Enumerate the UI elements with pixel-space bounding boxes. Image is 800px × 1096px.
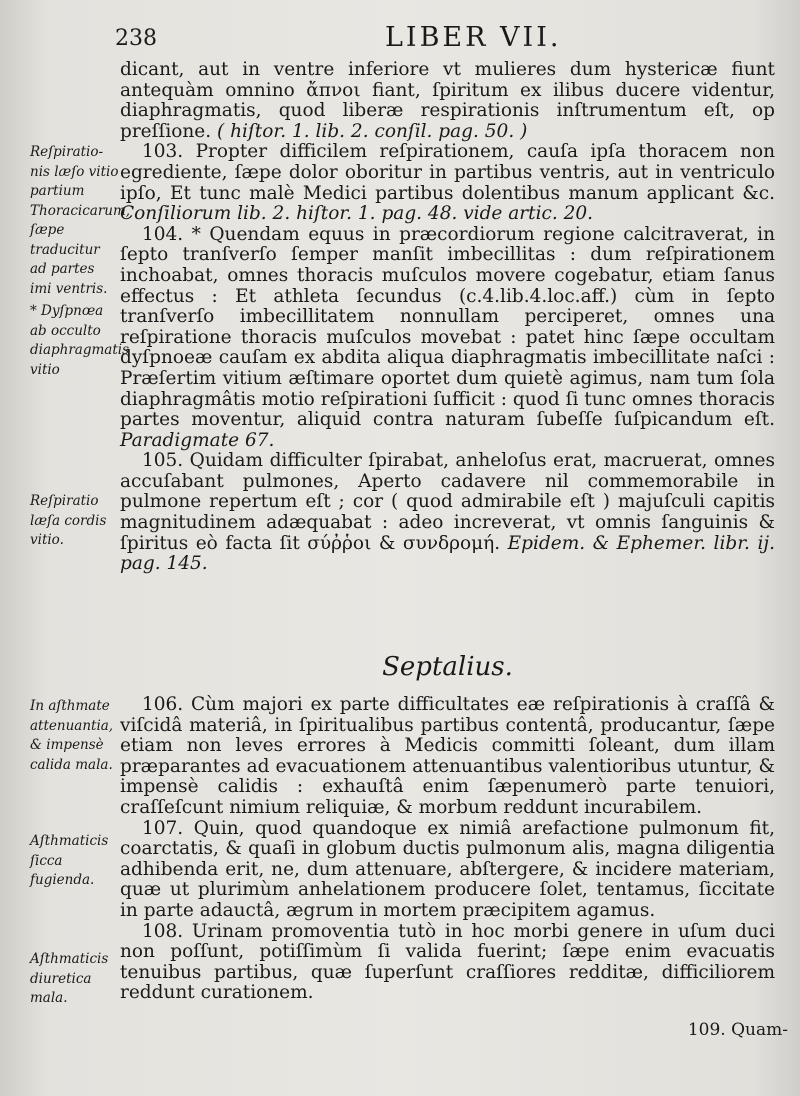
intro-text: dicant, aut in ventre inferiore vt mulieres dum hystericæ fiunt antequàm omnino ἄπνοι fiant, ſpiritum ex ilibus ducere videntur, diaphragmatis, quod liberæ respirationis inſtrumentum eſt, op preſſione.: [120, 59, 775, 142]
main-text-lower: [120, 695, 775, 1004]
paragraph-103: [120, 142, 775, 224]
main-text-upper: [120, 60, 775, 575]
margin-note-diuretica: Aſthmaticis diuretica mala.: [30, 951, 109, 1006]
intro-paragraph: [120, 60, 775, 142]
catchword: 109. Quam-: [687, 1020, 788, 1040]
paragraph-105: [120, 451, 775, 575]
section-heading: Septalius.: [382, 652, 513, 682]
margin-note-dyspnoea: * Dyſpnœa ab occulto diaphragmatis vitio: [30, 303, 130, 378]
margin-note-sicca-fugienda: Aſthmaticis ſicca fugienda.: [30, 833, 109, 888]
margin-note-respiratio-thoracica: Reſpiratio-nis læſo vitio partium Thoracicarum, ſæpe traducitur ad partes imi ventris.: [30, 144, 131, 297]
paragraph-107: 107. Quin, quod quandoque ex nimiâ arefactione pulmonum fit, coarctatis, & quaſi in globum ductis pulmonum alis, magna diligentia adhibenda erit, ne, dum attenuare, abſtergere, & incidere materiam, quæ ut plurimùm anhelationem producere ſolet, tentamus, ſiccitate in parte adauctâ, ægrum in mortem præcipitem agamus.: [120, 817, 775, 921]
margin-note-cordis-vitio: Reſpiratio læſa cordis vitio.: [30, 493, 107, 548]
paragraph-104: [120, 225, 775, 452]
paragraph-text: 105. Quidam difficulter ſpirabat, anheloſus erat, macruerat, omnes accuſabant pulmones, Aperto cadavere nil commemorabile in pulmone repertum eſt ; cor ( quod admirabile eſt ) majuſculi capitis magnitudinem adæquabat : adeo increverat, vt omnis ſanguinis & ſpiritus eò facta ſit σύῤῥοι & συνδρομή.: [120, 450, 775, 554]
margin-note-attenuantia: In aſthmate attenuantia, & impensè calida mala.: [30, 698, 114, 773]
paragraph-106: 106. Cùm majori ex parte difficultates eæ reſpirationis à craſſâ & viſcidâ materiâ, in ſpiritualibus partibus contentâ, producantur, ſæpe etiam non leves errores à Medicis committi ſoleant, dum illam præparantes ad evacuationem attenuantibus valentioribus utuntur, & impensè calidis : exhauſtâ enim ſæpenumerò parte tenuiori, craſſeſcunt nimium reliquiæ, & morbum reddunt incurabilem.: [120, 694, 775, 818]
intro-citation: ( hiſtor. 1. lib. 2. conſil. pag. 50. ): [217, 120, 528, 142]
paragraph-citation: Conſiliorum lib. 2. hiſtor. 1. pag. 48. vide artic. 20.: [120, 203, 594, 225]
paragraph-text: 103. Propter difficilem reſpirationem, cauſa ipſa thoracem non egrediente, ſæpe dolor oboritur in partibus ventris, aut in ventriculo ipſo, Et tunc malè Medici partibus dolentibus manum applicant &c.: [120, 141, 775, 204]
paragraph-108: 108. Urinam promoventia tutò in hoc morbi genere in uſum duci non poſſunt, potiſſimùm ſi valida fuerint; ſæpe enim evacuatis tenuibus partibus, quæ ſuperſunt craſſiores redditæ, difficiliorem reddunt curationem.: [120, 920, 775, 1004]
paragraph-citation: Epidem. & Ephemer. libr. ij. pag. 145.: [120, 532, 775, 575]
page-number: 238: [115, 26, 157, 51]
paragraph-text: 104. * Quendam equus in præcordiorum regione calcitraverat, in ſepto tranſverſo ſemper manſit imbecillitas : dum reſpirationem inchoabat, omnes thoracis muſculos movere cogebatur, etiam ſanus effectus : Et athleta ſecundus (c.4.lib.4.loc.aff.) cùm in ſepto tranſverſo imbecillitatem nonnullam perciperet, omnes una reſpiratione thoracis muſculos movebat : patet hinc ſæpe occultam dyſpnoeæ cauſam ex abdita aliqua diaphragmatis imbecillitate naſci : Præſertim vitium æſtimare oportet dum quietè agimus, nam tum ſola diaphragmâtis motio reſpirationi ſufficit : quod ſi tunc omnes thoracis partes moventur, aliquid contra naturam ſubeſſe ſuſpicandum eſt.: [120, 223, 775, 431]
page-header: [115, 22, 780, 56]
paragraph-citation: Paradigmate 67.: [120, 429, 275, 451]
running-title: LIBER VII.: [385, 22, 562, 53]
